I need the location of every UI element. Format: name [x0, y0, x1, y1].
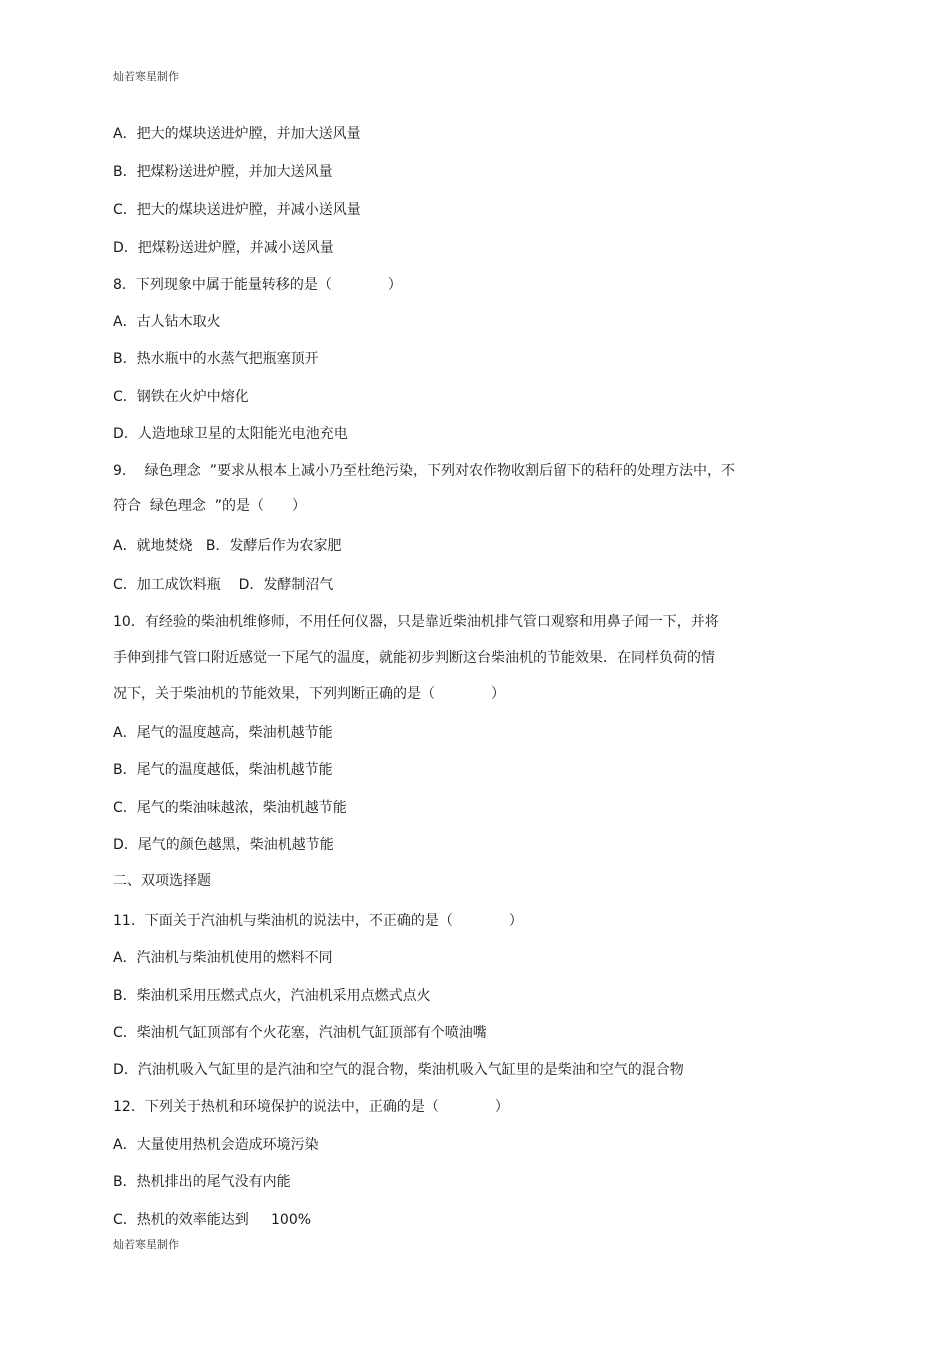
option-line: C．加工成饮料瓶 D．发酵制沼气 — [113, 577, 334, 593]
option-line: D．把煤粉送进炉膛，并减小送风量 — [113, 240, 334, 256]
section-heading: 二、双项选择题 — [113, 873, 211, 889]
option-line: C．把大的煤块送进炉膛，并减小送风量 — [113, 202, 361, 218]
question-line: 12．下列关于热机和环境保护的说法中，正确的是（ ） — [113, 1099, 509, 1115]
option-line: A．古人钻木取火 — [113, 314, 221, 330]
question-line: 况下，关于柴油机的节能效果，下列判断正确的是（ ） — [113, 686, 505, 702]
question-line: 手伸到排气管口附近感觉一下尾气的温度，就能初步判断这台柴油机的节能效果．在同样负荷的情 — [113, 650, 715, 666]
option-line: C．钢铁在火炉中熔化 — [113, 389, 249, 405]
option-line: D．汽油机吸入气缸里的是汽油和空气的混合物，柴油机吸入气缸里的是柴油和空气的混合物 — [113, 1062, 684, 1078]
option-line: C．尾气的柴油味越浓，柴油机越节能 — [113, 800, 347, 816]
option-line: B．热机排出的尾气没有内能 — [113, 1174, 291, 1190]
option-line: A．就地焚烧 B．发酵后作为农家肥 — [113, 538, 342, 554]
question-line: 9． 绿色理念 ”要求从根本上减小乃至杜绝污染，下列对农作物收割后留下的秸秆的处理方法中，不 — [113, 463, 735, 479]
question-line: 11．下面关于汽油机与柴油机的说法中，不正确的是（ ） — [113, 913, 523, 929]
option-line: C．柴油机气缸顶部有个火花塞，汽油机气缸顶部有个喷油嘴 — [113, 1025, 487, 1041]
option-line: A．大量使用热机会造成环境污染 — [113, 1137, 319, 1153]
option-line: D．尾气的颜色越黑，柴油机越节能 — [113, 837, 334, 853]
page-footer: 灿若寒星制作 — [113, 1238, 179, 1251]
option-line: B．把煤粉送进炉膛，并加大送风量 — [113, 164, 333, 180]
question-line: 8．下列现象中属于能量转移的是（ ） — [113, 277, 402, 293]
question-line: 符合 绿色理念 ”的是（ ） — [113, 498, 307, 514]
option-line: A．把大的煤块送进炉膛，并加大送风量 — [113, 126, 361, 142]
option-line: B．尾气的温度越低，柴油机越节能 — [113, 762, 333, 778]
page-header: 灿若寒星制作 — [113, 70, 179, 83]
option-line: B．柴油机采用压燃式点火，汽油机采用点燃式点火 — [113, 988, 431, 1004]
question-line: 10．有经验的柴油机维修师，不用任何仪器，只是靠近柴油机排气管口观察和用鼻子闻一下，并将 — [113, 614, 719, 630]
option-line: B．热水瓶中的水蒸气把瓶塞顶开 — [113, 351, 319, 367]
option-line: A．汽油机与柴油机使用的燃料不同 — [113, 950, 333, 966]
option-line: C．热机的效率能达到 100% — [113, 1212, 312, 1228]
option-line: A．尾气的温度越高，柴油机越节能 — [113, 725, 333, 741]
option-line: D．人造地球卫星的太阳能光电池充电 — [113, 426, 348, 442]
